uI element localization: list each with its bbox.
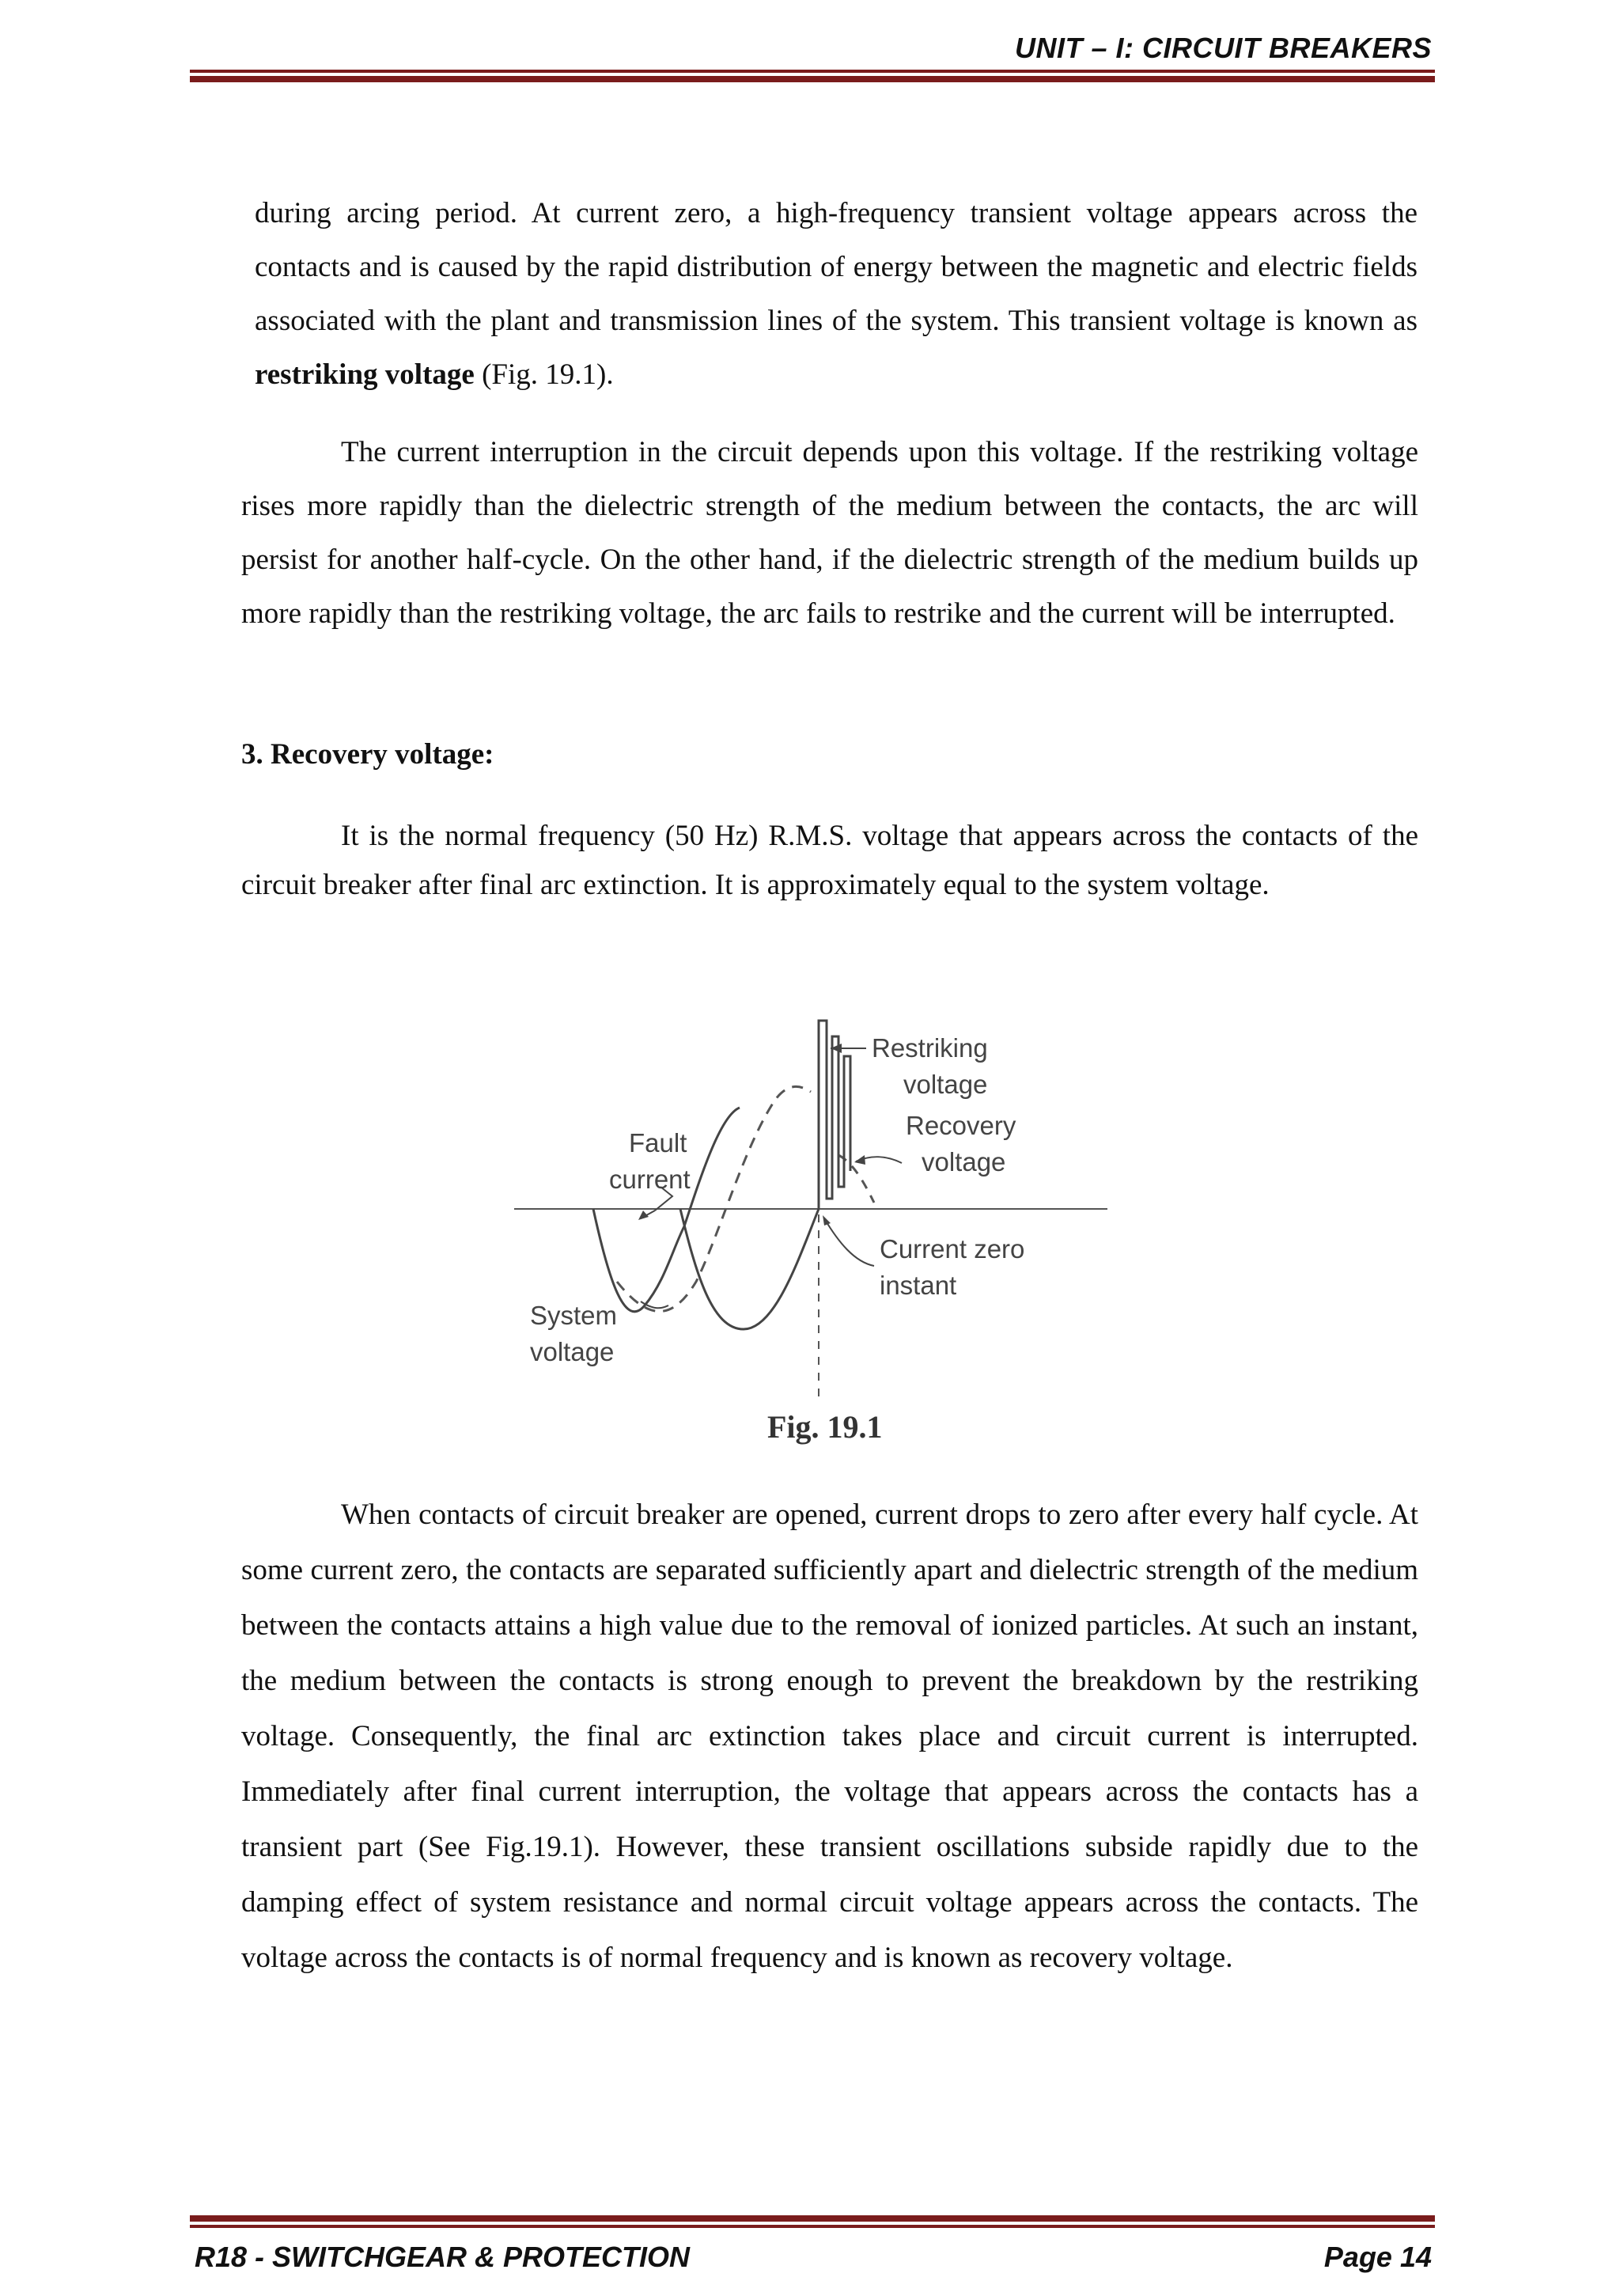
paragraph-recovery-explanation xyxy=(241,1487,1418,1986)
system-voltage-dashed-curve xyxy=(617,1086,811,1311)
figure-caption: Fig. 19.1 xyxy=(767,1409,883,1445)
p2-text: The current interruption in the circuit depends upon this voltage. If the restriking voltage rises more rapidly than the dielectric strength of the medium between the contacts, the arc will persist for another half-cycle. On the other hand, if the dielectric strength of the medium builds up more rapidly than the restriking voltage, the arc fails to restrike and the current will be interrupted. xyxy=(241,436,1418,630)
label-system-voltage: System voltage xyxy=(530,1301,618,1366)
fault-current-arrowhead xyxy=(638,1211,649,1220)
footer-rule xyxy=(190,2215,1435,2228)
current-zero-arrow-line xyxy=(824,1218,874,1266)
p4-text: When contacts of circuit breaker are opened, current drops to zero after every half cycle. At some current zero, the contacts are separated sufficiently apart and dielectric strength of the medium between the contacts attains a high value due to the removal of ionized particles. At such an instant, the medium between the contacts is strong enough to prevent the breakdown by the restriking voltage. Consequently, the final arc extinction takes place and circuit current is interrupted. Immediately after final current interruption, the voltage that appears across the contacts has a transient part (See Fig.19.1). However, these transient oscillations subside rapidly due to the damping effect of system resistance and normal circuit voltage appears across the contacts. The voltage across the contacts is of normal frequency and is known as recovery voltage. xyxy=(241,1498,1418,1974)
page-header-title: UNIT – I: CIRCUIT BREAKERS xyxy=(1014,32,1432,64)
recovery-arrowhead xyxy=(854,1155,865,1165)
p1-text-end: (Fig. 19.1). xyxy=(474,358,614,391)
term-restriking-voltage: restriking voltage xyxy=(255,358,475,391)
figure-19-1 xyxy=(514,989,1115,1456)
paragraph-restriking-intro xyxy=(255,187,1418,402)
header-rule xyxy=(190,70,1435,82)
footer-course-title: R18 - SWITCHGEAR & PROTECTION xyxy=(195,2241,691,2273)
label-fault-current: Fault current xyxy=(609,1128,691,1194)
label-current-zero-instant: Current zero instant xyxy=(880,1234,1025,1300)
paragraph-recovery-definition xyxy=(241,812,1418,910)
current-zero-arrowhead xyxy=(823,1215,831,1226)
section-heading-recovery-voltage: 3. Recovery voltage: xyxy=(241,738,494,771)
label-restriking-voltage: Restriking voltage xyxy=(872,1033,988,1099)
footer-page-number: Page 14 xyxy=(1323,2241,1432,2273)
p1-text-start: during arcing period. At current zero, a high-frequency transient voltage appears across the contacts and is caused by the rapid distribution of energy between the magnetic and electric fields associated with the plant and transmission lines of the system. This transient voltage is known as xyxy=(255,197,1418,337)
p3-text: It is the normal frequency (50 Hz) R.M.S. voltage that appears across the contacts of the circuit breaker after final arc extinction. It is approximately equal to the system voltage. xyxy=(241,820,1418,901)
paragraph-current-interruption xyxy=(241,426,1418,641)
label-recovery-voltage: Recovery voltage xyxy=(906,1111,1016,1176)
